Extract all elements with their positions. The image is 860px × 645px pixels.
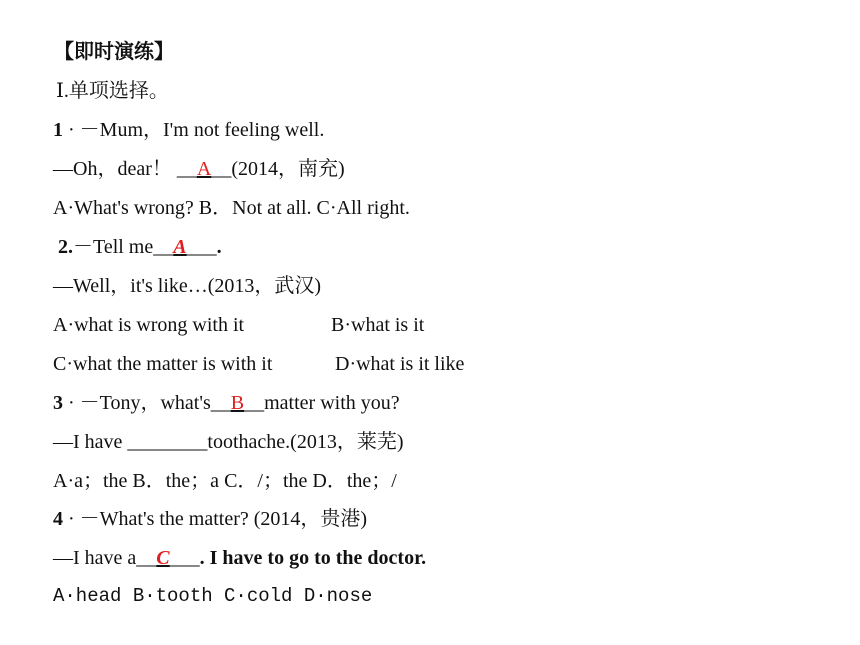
- q2-blank-post: ___: [186, 236, 217, 258]
- q4-reply: [53, 546, 426, 570]
- q2-stem: [58, 235, 222, 259]
- q3-stem: [53, 391, 400, 415]
- q1-blank-post: __: [211, 158, 232, 180]
- q3-options: A·a；the B．the；a C．/；the D．the；/: [53, 470, 397, 492]
- q3-sep: ·: [68, 392, 75, 414]
- q4-sep: ·: [68, 508, 75, 530]
- q3-blank-post: __: [244, 392, 265, 414]
- q2-number: 2.: [58, 236, 73, 258]
- q3-stem-pre: －Tony，what's: [79, 392, 211, 414]
- q1-line1: －Mum，I'm not feeling well.: [79, 119, 325, 141]
- q2-option-c: C·what the matter is with it: [53, 353, 273, 375]
- q2-option-a: A·what is wrong with it: [53, 314, 245, 336]
- q4-line2-post: . I have to go to the doctor.: [199, 547, 427, 569]
- q4-stem: [53, 507, 367, 531]
- q1-blank-pre: __: [176, 158, 197, 180]
- q3-answer: B: [230, 392, 245, 414]
- q2-stem-pre: －Tell me: [73, 236, 154, 258]
- section-header: 【即时演练】: [54, 41, 174, 63]
- q1-stem: [53, 118, 324, 142]
- q1-line2-pre: —Oh，dear！: [53, 158, 172, 180]
- q2-option-b: B·what is it: [331, 314, 425, 336]
- q3-number: 3: [53, 392, 63, 414]
- q2-option-d: D·what is it like: [335, 353, 465, 375]
- q2-stem-end: .: [216, 236, 222, 258]
- q4-blank-post: ___: [169, 547, 200, 569]
- q1-source: (2014，南充): [231, 158, 345, 180]
- q4-answer: C: [156, 547, 170, 569]
- q1-answer: A: [196, 158, 212, 180]
- q4-blank-pre: __: [136, 547, 157, 569]
- q4-stem-text: －What's the matter? (2014，贵港): [79, 508, 368, 530]
- q3-reply: —I have ________toothache.(2013，莱芜): [53, 431, 404, 453]
- q2-reply: —Well，it's like…(2013，武汉): [53, 275, 322, 297]
- q1-number: 1: [53, 119, 63, 141]
- q1-reply: [53, 157, 345, 181]
- q3-blank-pre: __: [210, 392, 231, 414]
- q4-line2-pre: —I have a: [53, 547, 137, 569]
- q1-options: A·What's wrong? B．Not at all. C·All right.: [53, 197, 410, 219]
- section-title: Ⅰ.单项选择。: [56, 80, 169, 102]
- q4-number: 4: [53, 508, 63, 530]
- q1-sep: ·: [68, 119, 75, 141]
- q4-options: A·head B·tooth C·cold D·nose: [53, 585, 373, 607]
- q2-blank-pre: __: [153, 236, 174, 258]
- q2-answer: A: [173, 236, 187, 258]
- q3-stem-post: matter with you?: [264, 392, 400, 414]
